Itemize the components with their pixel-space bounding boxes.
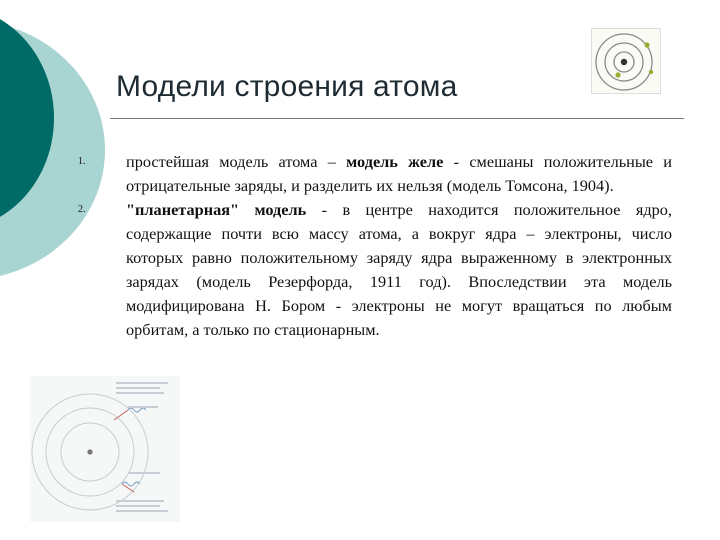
title-divider xyxy=(110,118,684,119)
list-number: 2. xyxy=(78,204,86,215)
list-item xyxy=(78,198,672,342)
text-segment: - смешаны положительные и отрицательные заряды, и разделить их нельзя (модель Томсона, 1904). xyxy=(126,152,672,195)
slide-title: Модели строения атома xyxy=(116,70,458,103)
bohr-atom-icon xyxy=(591,28,661,94)
list-item xyxy=(78,150,672,198)
text-segment: - в центре находится положительное ядро, содержащие почти всю массу атома, а вокруг ядра – электроны, число которых равно положительному заряду ядра выраженному в электронных зарядах (модель Резерфорда, 1911 год). Впоследствии эта модель модифицирована Н. Бором - электроны не могут вращаться по любым орбитам, а только по стационарным. xyxy=(126,200,672,339)
text-segment: простейшая модель атома – xyxy=(126,152,347,171)
bohr-atom-diagram xyxy=(30,376,180,522)
list-item-text xyxy=(126,150,672,198)
list-item-text xyxy=(126,198,672,342)
list-number: 1. xyxy=(78,156,86,167)
text-segment-bold: модель желе xyxy=(346,152,444,171)
atom-models-list xyxy=(78,150,672,342)
text-segment-bold: "планетарная" модель xyxy=(126,200,307,219)
